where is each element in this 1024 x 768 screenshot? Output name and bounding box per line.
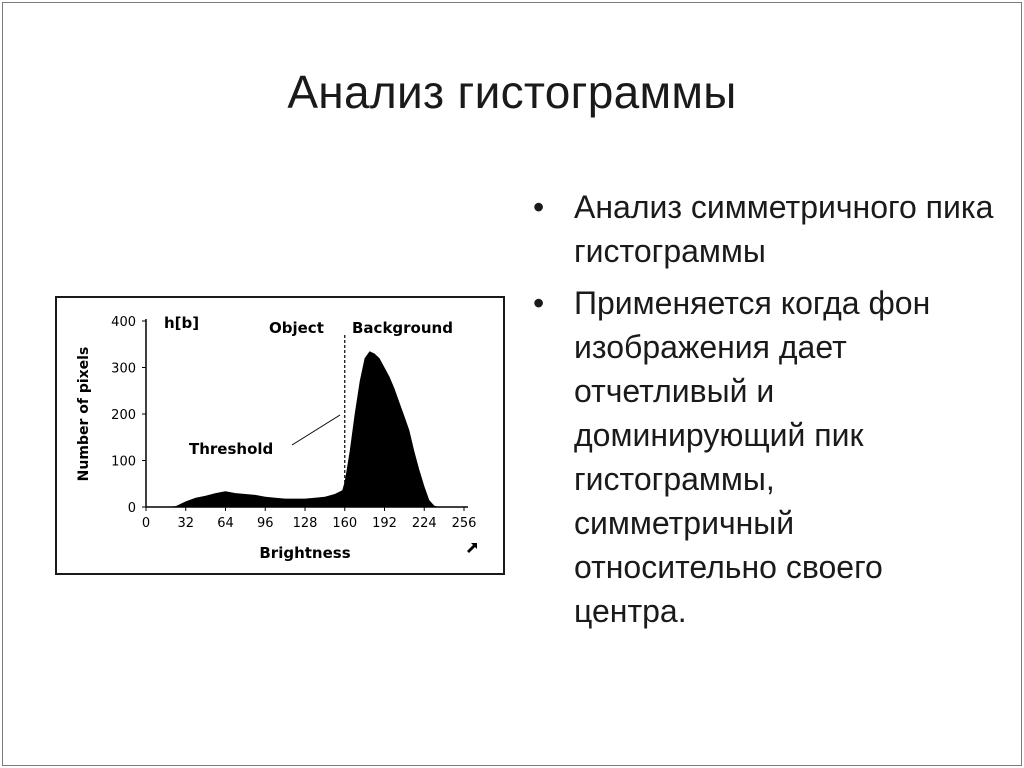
bullet-item bbox=[533, 185, 1003, 273]
x-tick-label: 192 bbox=[372, 516, 397, 531]
slide-title: Анализ гистограммы bbox=[287, 66, 737, 118]
object-label: Object bbox=[269, 319, 324, 337]
x-tick-label: 0 bbox=[141, 516, 151, 531]
histogram-svg bbox=[57, 298, 503, 573]
bullet-text-1: Анализ симметричного пика гистограммы bbox=[574, 189, 994, 269]
y-tick-label: 300 bbox=[111, 361, 136, 377]
y-axis-label: Number of pixels bbox=[76, 346, 92, 482]
histogram-chart bbox=[55, 296, 505, 575]
x-tick-label: 32 bbox=[177, 516, 195, 531]
chart-title: h[b] bbox=[164, 314, 200, 332]
y-tick-labels bbox=[111, 315, 146, 516]
y-tick-label: 400 bbox=[111, 315, 136, 330]
threshold-pointer bbox=[292, 415, 340, 445]
x-tick-label: 128 bbox=[292, 516, 318, 531]
bullet-glyph: • bbox=[533, 189, 545, 225]
y-tick-label: 0 bbox=[127, 501, 136, 516]
x-axis-label: Brightness bbox=[259, 544, 351, 562]
x-tick-label: 256 bbox=[451, 516, 477, 531]
threshold-label: Threshold bbox=[189, 440, 274, 458]
x-tick-labels bbox=[142, 507, 477, 531]
x-tick-label: 160 bbox=[332, 516, 358, 531]
x-tick-label: 64 bbox=[217, 516, 234, 531]
histogram-area bbox=[146, 351, 464, 507]
y-tick-label: 100 bbox=[111, 454, 136, 470]
x-tick-label: 96 bbox=[256, 516, 274, 531]
y-tick-label: 200 bbox=[111, 408, 136, 423]
background-label: Background bbox=[352, 319, 453, 337]
bullet-list bbox=[533, 185, 1003, 641]
bullet-item bbox=[533, 281, 1003, 633]
slide bbox=[2, 2, 1022, 766]
bullet-glyph: • bbox=[533, 285, 545, 321]
x-tick-label: 224 bbox=[411, 516, 437, 531]
cursor-icon bbox=[467, 543, 477, 553]
bullet-text-2: Применяется когда фон изображения дает отчетливый и доминирующий пик гистограммы, симметричный относительно своего центра. bbox=[574, 285, 931, 629]
